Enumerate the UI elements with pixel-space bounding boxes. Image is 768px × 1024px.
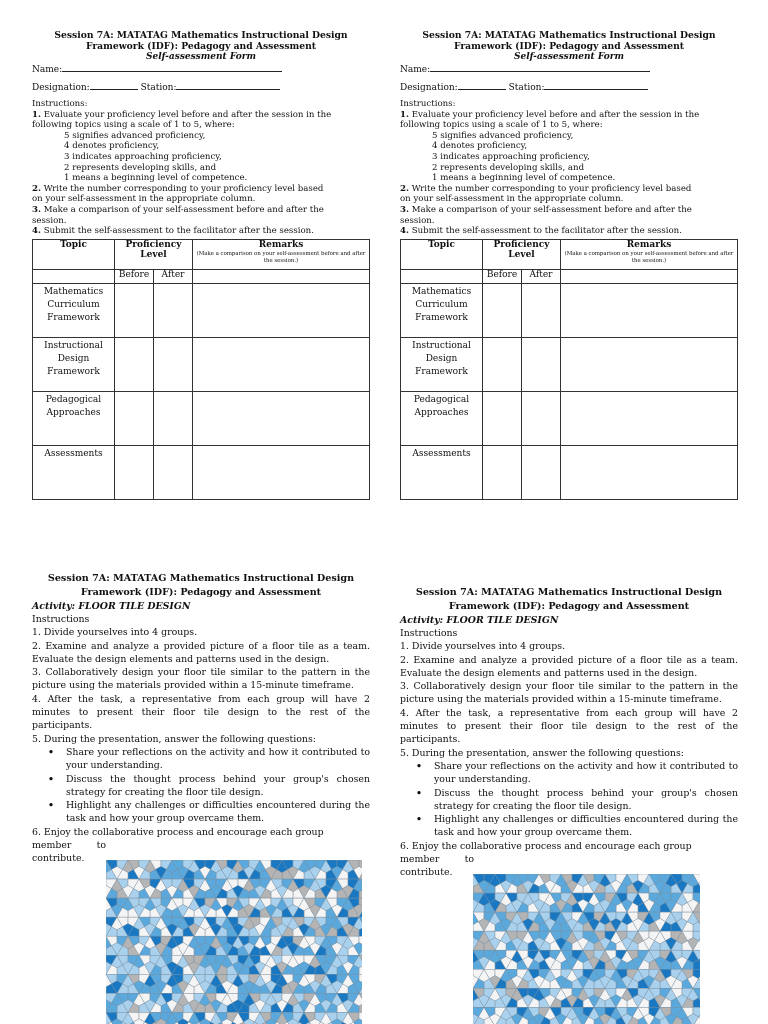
instructions-label: Instructions [32, 614, 90, 625]
instruction-step-1a: 1. Evaluate your proficiency level before and after the session in the [32, 109, 332, 120]
remarks-cell[interactable] [193, 445, 370, 499]
self-assessment-table [32, 239, 370, 500]
question-list [32, 746, 370, 826]
scale-3: 3 indicates approaching proficiency, [432, 151, 590, 162]
instruction-step-4: 4. Submit the self-assessment to the facilitator after the session. [32, 226, 314, 237]
activity-item-1: 1. Divide yourselves into 4 groups. [400, 641, 566, 653]
before-cell[interactable] [483, 337, 522, 391]
before-cell[interactable] [115, 391, 154, 445]
header-before: Before [115, 269, 154, 283]
floor-tile-pattern [473, 874, 700, 1024]
designation-field[interactable] [458, 81, 506, 90]
station-label: Station: [140, 83, 177, 93]
remarks-cell[interactable] [193, 337, 370, 391]
instruction-step-1a: 1. Evaluate your proficiency level before and after the session in the [400, 109, 700, 120]
floor-tile-pattern [106, 860, 362, 1024]
before-cell[interactable] [115, 445, 154, 499]
floor-tile-picture-left [106, 860, 362, 1024]
activity-subtitle: Activity: FLOOR TILE DESIGN [32, 601, 191, 612]
activity-item-5: 5. During the presentation, answer the following questions: [400, 747, 684, 759]
question-bullet-2: • Discuss the thought process behind your group's chosen strategy for creating the floor tile design. [430, 787, 738, 814]
remarks-cell[interactable] [193, 283, 370, 337]
scale-1: 1 means a beginning level of competence. [64, 173, 248, 184]
form-title-line2: Framework (IDF): Pedagogy and Assessment [85, 41, 317, 52]
designation-line [32, 81, 370, 94]
activity-item-6-end: contribute. [32, 853, 85, 865]
scale-5: 5 signifies advanced proficiency, [64, 130, 206, 141]
remarks-cell[interactable] [561, 283, 738, 337]
activity-item-3: 3. Collaboratively design your floor tile similar to the pattern in the picture using the materials provided within a 15-minute timeframe. [400, 681, 738, 706]
after-cell[interactable] [154, 337, 193, 391]
scale-4: 4 denotes proficiency, [432, 141, 528, 152]
topic-cell: Instructional Design Framework [33, 337, 115, 391]
topic-cell: Pedagogical Approaches [33, 391, 115, 445]
question-bullet-2: • Discuss the thought process behind your group's chosen strategy for creating the floor tile design. [62, 773, 370, 800]
name-field[interactable] [62, 63, 282, 72]
table-row [401, 283, 738, 337]
activity-item-2: 2. Examine and analyze a provided picture of a floor tile as a team. Evaluate the design elements and patterns used in the design. [32, 640, 370, 665]
header-topic: Topic [401, 239, 483, 269]
self-assessment-table [400, 239, 738, 500]
after-cell[interactable] [522, 337, 561, 391]
instruction-step-2a: 2. Write the number corresponding to your proficiency level based [32, 183, 324, 194]
name-label: Name: [400, 65, 431, 75]
instruction-step-1b: following topics using a scale of 1 to 5, where: [32, 120, 235, 131]
instructions-label: Instructions: [32, 99, 88, 109]
activity-instructions [400, 627, 738, 880]
instruction-step-1b: following topics using a scale of 1 to 5, where: [400, 120, 603, 131]
header-remarks-blank [193, 269, 370, 283]
instruction-step-3b: session. [400, 215, 435, 226]
after-cell[interactable] [154, 283, 193, 337]
station-field[interactable] [544, 81, 648, 90]
header-remarks-blank [561, 269, 738, 283]
designation-line [400, 81, 738, 94]
header-remarks: Remarks (Make a comparison on your self-assessment before and after the session.) [193, 239, 370, 269]
activity-item-6: 6. Enjoy the collaborative process and encourage each group [32, 826, 324, 838]
question-bullet-3: • Highlight any challenges or difficulties encountered during the task and how your group overcame them. [430, 813, 738, 840]
name-label: Name: [32, 65, 63, 75]
activity-title-line1: Session 7A: MATATAG Mathematics Instructional Design [415, 587, 723, 598]
activity-item-3: 3. Collaboratively design your floor tile similar to the pattern in the picture using the materials provided within a 15-minute timeframe. [32, 667, 370, 692]
designation-label: Designation: [32, 83, 90, 93]
activity-item-6-cont: member to [32, 840, 106, 852]
header-proficiency: Proficiency Level [483, 239, 561, 269]
remarks-cell[interactable] [561, 391, 738, 445]
question-list [400, 760, 738, 840]
topic-cell: Mathematics Curriculum Framework [401, 283, 483, 337]
scale-2: 2 represents developing skills, and [64, 162, 217, 173]
designation-label: Designation: [400, 83, 458, 93]
topic-cell: Pedagogical Approaches [401, 391, 483, 445]
remarks-cell[interactable] [193, 391, 370, 445]
after-cell[interactable] [522, 445, 561, 499]
header-proficiency: Proficiency Level [115, 239, 193, 269]
after-cell[interactable] [154, 445, 193, 499]
scale-2: 2 represents developing skills, and [432, 162, 585, 173]
header-topic: Topic [33, 239, 115, 269]
station-field[interactable] [176, 81, 280, 90]
scale-5: 5 signifies advanced proficiency, [432, 130, 574, 141]
instructions-label: Instructions [400, 628, 458, 639]
table-row [401, 337, 738, 391]
instruction-step-2b: on your self-assessment in the appropriate column. [32, 194, 256, 205]
question-bullet-1: • Share your reflections on the activity and how it contributed to your understanding. [430, 760, 738, 787]
form-title-line1: Session 7A: MATATAG Mathematics Instructional Design [54, 30, 348, 41]
header-remarks: Remarks (Make a comparison on your self-assessment before and after the session.) [561, 239, 738, 269]
scale-3: 3 indicates approaching proficiency, [64, 151, 222, 162]
activity-item-1: 1. Divide yourselves into 4 groups. [32, 627, 198, 639]
form-subtitle: Self-assessment Form [145, 52, 256, 62]
topic-cell: Assessments [33, 445, 115, 499]
after-cell[interactable] [154, 391, 193, 445]
activity-instructions [32, 613, 370, 866]
table-row [33, 337, 370, 391]
form-title-line2: Framework (IDF): Pedagogy and Assessment [453, 41, 685, 52]
instruction-step-4: 4. Submit the self-assessment to the facilitator after the session. [400, 226, 682, 237]
before-cell[interactable] [483, 391, 522, 445]
after-cell[interactable] [522, 391, 561, 445]
instruction-step-2b: on your self-assessment in the appropriate column. [400, 194, 624, 205]
remarks-cell[interactable] [561, 445, 738, 499]
activity-subtitle: Activity: FLOOR TILE DESIGN [400, 615, 559, 626]
activity-title-line2: Framework (IDF): Pedagogy and Assessment [448, 601, 690, 612]
topic-cell: Assessments [401, 445, 483, 499]
table-row [401, 445, 738, 499]
instruction-step-3a: 3. Make a comparison of your self-assessment before and after the [400, 204, 692, 215]
table-row [401, 391, 738, 445]
self-assessment-form-right [400, 30, 738, 500]
instructions-label: Instructions: [400, 99, 456, 109]
activity-item-4: 4. After the task, a representative from each group will have 2 minutes to present their floor tile design to the rest of the participants. [32, 693, 370, 732]
question-bullet-1: • Share your reflections on the activity and how it contributed to your understanding. [62, 746, 370, 773]
name-line [32, 63, 370, 76]
scale-1: 1 means a beginning level of competence. [432, 173, 616, 184]
activity-item-2: 2. Examine and analyze a provided picture of a floor tile as a team. Evaluate the design elements and patterns used in the design. [400, 654, 738, 679]
before-cell[interactable] [115, 337, 154, 391]
activity-sheet-left [32, 572, 370, 866]
instruction-step-3a: 3. Make a comparison of your self-assessment before and after the [32, 204, 324, 215]
table-row [33, 283, 370, 337]
activity-item-6: 6. Enjoy the collaborative process and encourage each group [400, 840, 692, 852]
form-instructions [32, 99, 370, 237]
header-before: Before [483, 269, 522, 283]
form-instructions [400, 99, 738, 237]
name-line [400, 63, 738, 76]
table-row [33, 391, 370, 445]
remarks-cell[interactable] [561, 337, 738, 391]
activity-title-line1: Session 7A: MATATAG Mathematics Instructional Design [47, 573, 355, 584]
activity-item-5: 5. During the presentation, answer the following questions: [32, 733, 316, 745]
activity-item-4: 4. After the task, a representative from each group will have 2 minutes to present their floor tile design to the rest of the participants. [400, 707, 738, 746]
header-blank [401, 269, 483, 283]
floor-tile-picture-right [473, 874, 700, 1024]
header-after: After [522, 269, 561, 283]
scale-4: 4 denotes proficiency, [64, 141, 160, 152]
activity-item-6-end: contribute. [400, 867, 453, 879]
activity-sheet-right [400, 586, 738, 880]
name-field[interactable] [430, 63, 650, 72]
after-cell[interactable] [522, 283, 561, 337]
topic-cell: Mathematics Curriculum Framework [33, 283, 115, 337]
header-after: After [154, 269, 193, 283]
topic-cell: Instructional Design Framework [401, 337, 483, 391]
header-blank [33, 269, 115, 283]
question-bullet-3: • Highlight any challenges or difficulties encountered during the task and how your group overcame them. [62, 799, 370, 826]
form-subtitle: Self-assessment Form [513, 52, 624, 62]
instruction-step-3b: session. [32, 215, 67, 226]
station-label: Station: [508, 83, 545, 93]
instruction-step-2a: 2. Write the number corresponding to your proficiency level based [400, 183, 692, 194]
self-assessment-form-left [32, 30, 370, 500]
before-cell[interactable] [115, 283, 154, 337]
before-cell[interactable] [483, 283, 522, 337]
activity-item-6-cont: member to [400, 854, 474, 866]
designation-field[interactable] [90, 81, 138, 90]
before-cell[interactable] [483, 445, 522, 499]
form-title-line1: Session 7A: MATATAG Mathematics Instructional Design [422, 30, 716, 41]
activity-title-line2: Framework (IDF): Pedagogy and Assessment [80, 587, 322, 598]
table-row [33, 445, 370, 499]
